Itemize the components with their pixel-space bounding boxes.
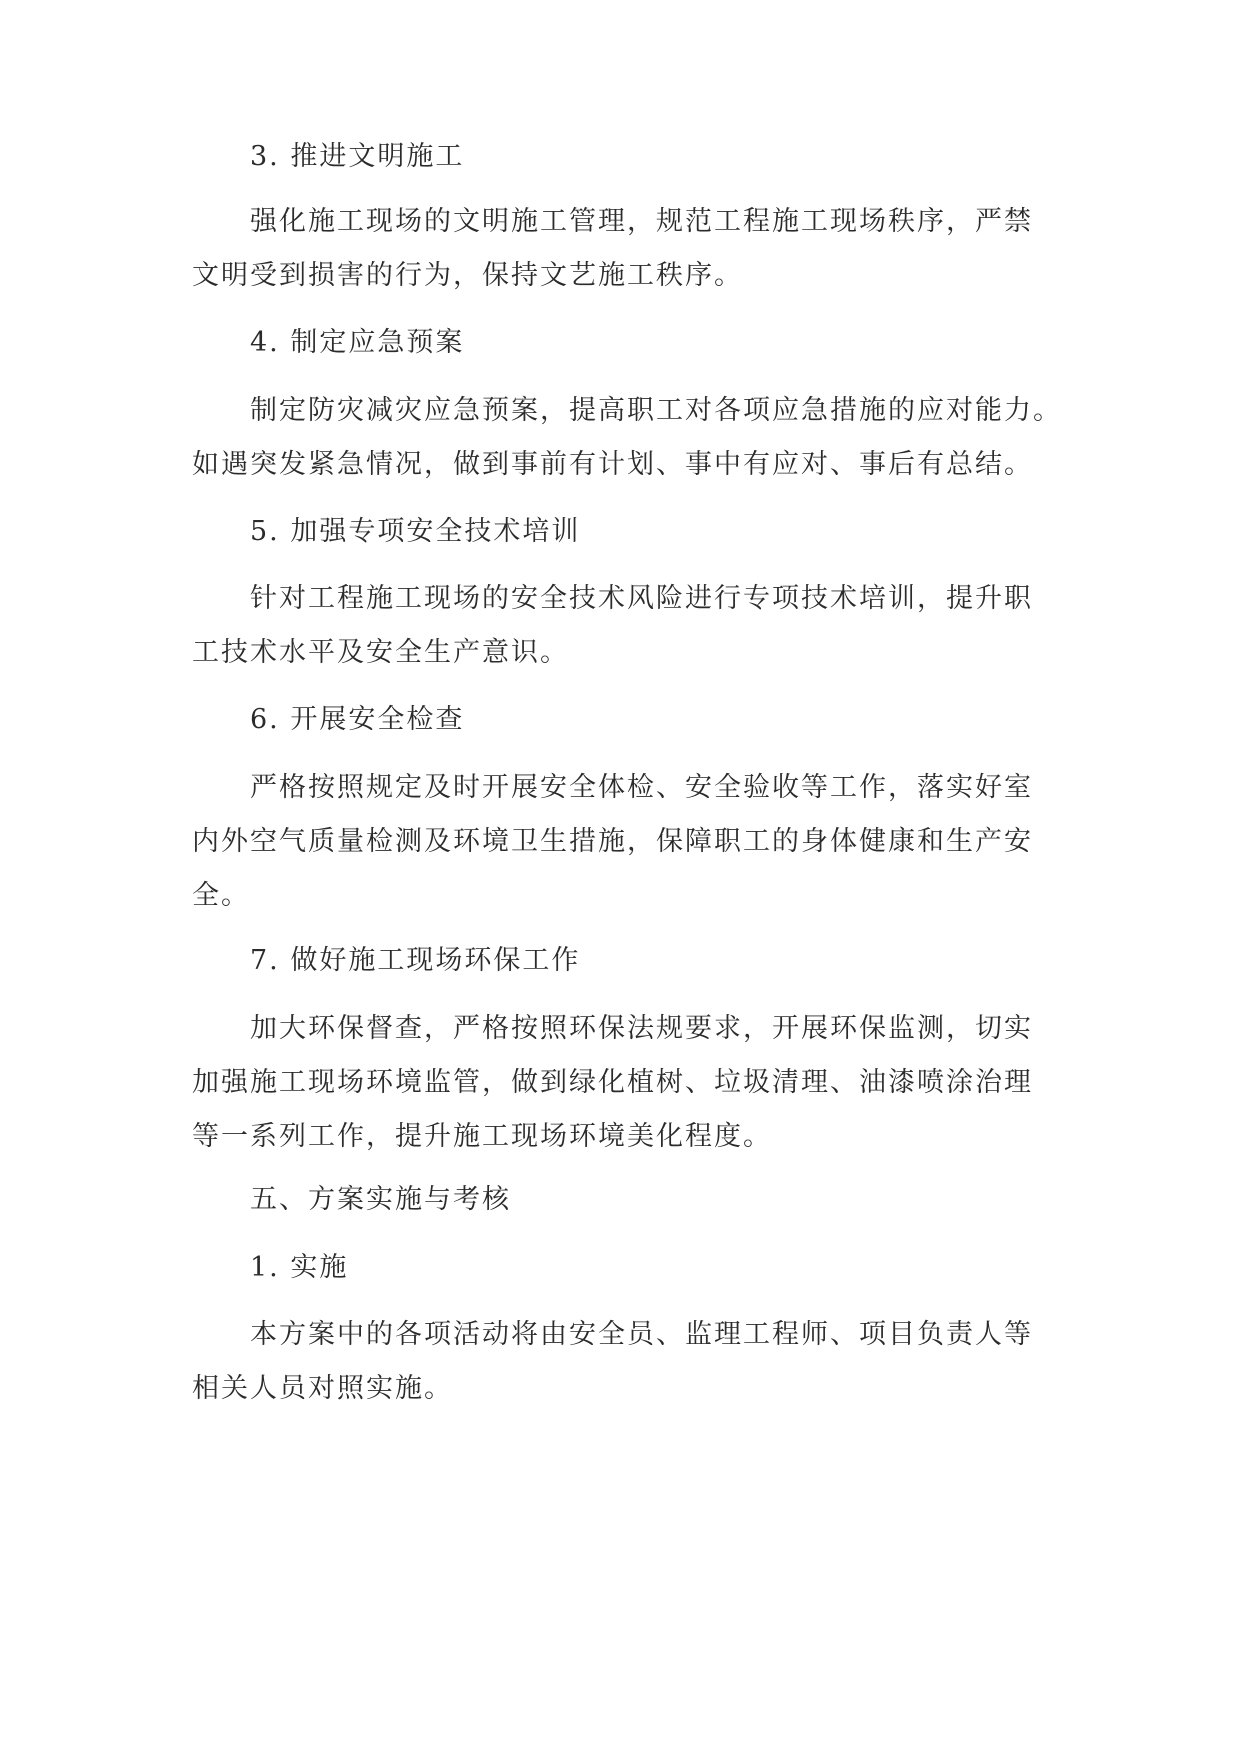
text-line: 相关人员对照实施。: [192, 1373, 453, 1404]
section-heading-6: [192, 693, 1092, 747]
text-line: 如遇突发紧急情况，做到事前有计划、事中有应对、事后有总结。: [192, 449, 1033, 480]
paragraph-safety-inspection: [192, 761, 1092, 923]
section-heading-7: [192, 934, 1092, 988]
text-line: 1. 实施: [192, 1252, 349, 1283]
paragraph-environmental-protection: [192, 1002, 1092, 1164]
paragraph-implementation: [192, 1308, 1092, 1416]
section-heading-five: [192, 1173, 1092, 1227]
section-heading-4: [192, 316, 1092, 370]
text-line: 6. 开展安全检查: [192, 704, 465, 735]
text-line: 加强施工现场环境监管，做到绿化植树、垃圾清理、油漆喷涂治理: [192, 1067, 1033, 1098]
subsection-heading-implementation: [192, 1241, 1092, 1295]
paragraph-safety-training: [192, 572, 1092, 680]
text-line: 针对工程施工现场的安全技术风险进行专项技术培训，提升职: [192, 583, 1033, 614]
text-line: 强化施工现场的文明施工管理，规范工程施工现场秩序，严禁: [192, 206, 1033, 237]
section-heading-5: [192, 505, 1092, 559]
text-line: 全。: [192, 880, 250, 911]
text-line: 3. 推进文明施工: [192, 141, 465, 172]
text-line: 制定防灾减灾应急预案，提高职工对各项应急措施的应对能力。: [192, 395, 1062, 426]
paragraph-civilized-construction: [192, 195, 1092, 303]
text-line: 4. 制定应急预案: [192, 327, 465, 358]
text-line: 7. 做好施工现场环保工作: [192, 945, 581, 976]
paragraph-emergency-plan: [192, 384, 1092, 492]
text-line: 文明受到损害的行为，保持文艺施工秩序。: [192, 260, 743, 291]
text-line: 五、方案实施与考核: [192, 1184, 511, 1215]
text-line: 本方案中的各项活动将由安全员、监理工程师、项目负责人等: [192, 1319, 1033, 1350]
text-line: 等一系列工作，提升施工现场环境美化程度。: [192, 1121, 772, 1152]
section-heading-3: [192, 130, 1092, 184]
text-line: 加大环保督查，严格按照环保法规要求，开展环保监测，切实: [192, 1013, 1033, 1044]
text-line: 内外空气质量检测及环境卫生措施，保障职工的身体健康和生产安: [192, 826, 1033, 857]
text-line: 工技术水平及安全生产意识。: [192, 637, 569, 668]
text-line: 严格按照规定及时开展安全体检、安全验收等工作，落实好室: [192, 772, 1033, 803]
text-line: 5. 加强专项安全技术培训: [192, 516, 581, 547]
